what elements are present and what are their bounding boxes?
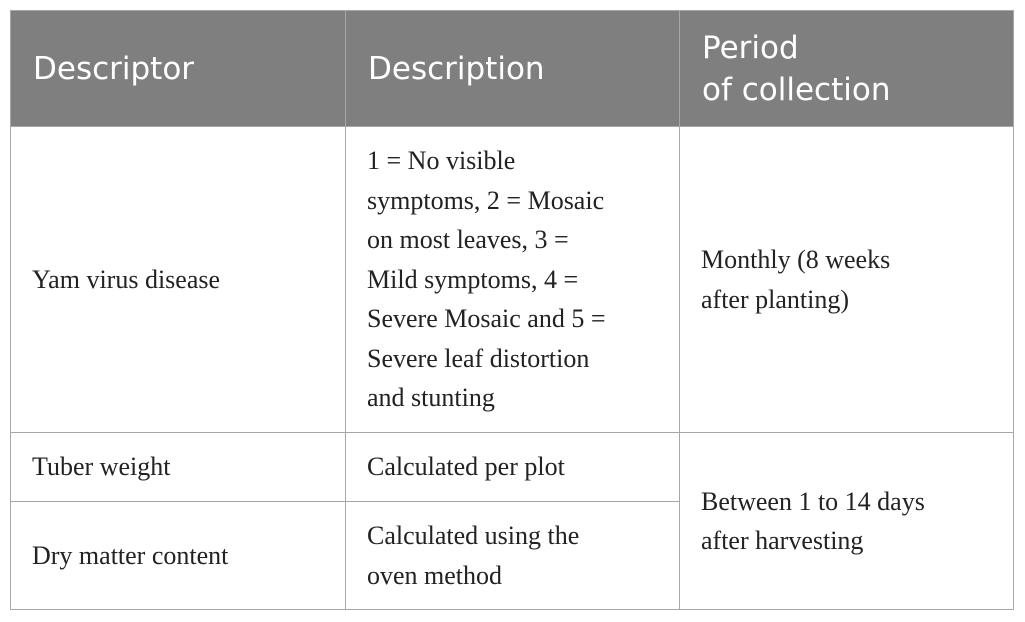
- period-line: Between 1 to 14 days: [701, 486, 925, 516]
- period-line: after harvesting: [701, 526, 864, 555]
- description-line: symptoms, 2 = Mosaic: [367, 185, 605, 215]
- period-line: after planting): [701, 284, 849, 314]
- description-line: 1 = No visible: [367, 146, 516, 176]
- header-description: Description: [346, 11, 680, 127]
- description-line: Severe Mosaic and 5 =: [367, 304, 606, 334]
- header-period-line-2: of collection: [702, 71, 891, 108]
- table-row: [11, 433, 1014, 502]
- cell-descriptor: Dry matter content: [11, 502, 346, 610]
- cell-description: [346, 127, 680, 433]
- cell-descriptor: Tuber weight: [11, 433, 346, 502]
- description-line: Severe leaf distortion: [367, 343, 590, 373]
- header-descriptor: Descriptor: [11, 11, 346, 127]
- descriptor-table: [10, 10, 1014, 610]
- table-header-row: [11, 11, 1014, 127]
- table-row: [11, 127, 1014, 433]
- description-line: and stunting: [367, 383, 495, 413]
- cell-period: [680, 127, 1014, 433]
- header-period-line-1: Period: [702, 29, 799, 66]
- cell-description: Calculated per plot: [346, 433, 680, 502]
- description-line: oven method: [367, 560, 503, 590]
- cell-descriptor: Yam virus disease: [11, 127, 346, 433]
- description-line: on most leaves, 3 =: [367, 225, 569, 255]
- period-line: Monthly (8 weeks: [701, 245, 891, 274]
- description-line: Calculated using the: [367, 521, 580, 550]
- header-period-of-collection: [680, 11, 1014, 127]
- cell-period: [680, 433, 1014, 610]
- cell-description: [346, 502, 680, 610]
- description-line: Mild symptoms, 4 =: [367, 264, 579, 294]
